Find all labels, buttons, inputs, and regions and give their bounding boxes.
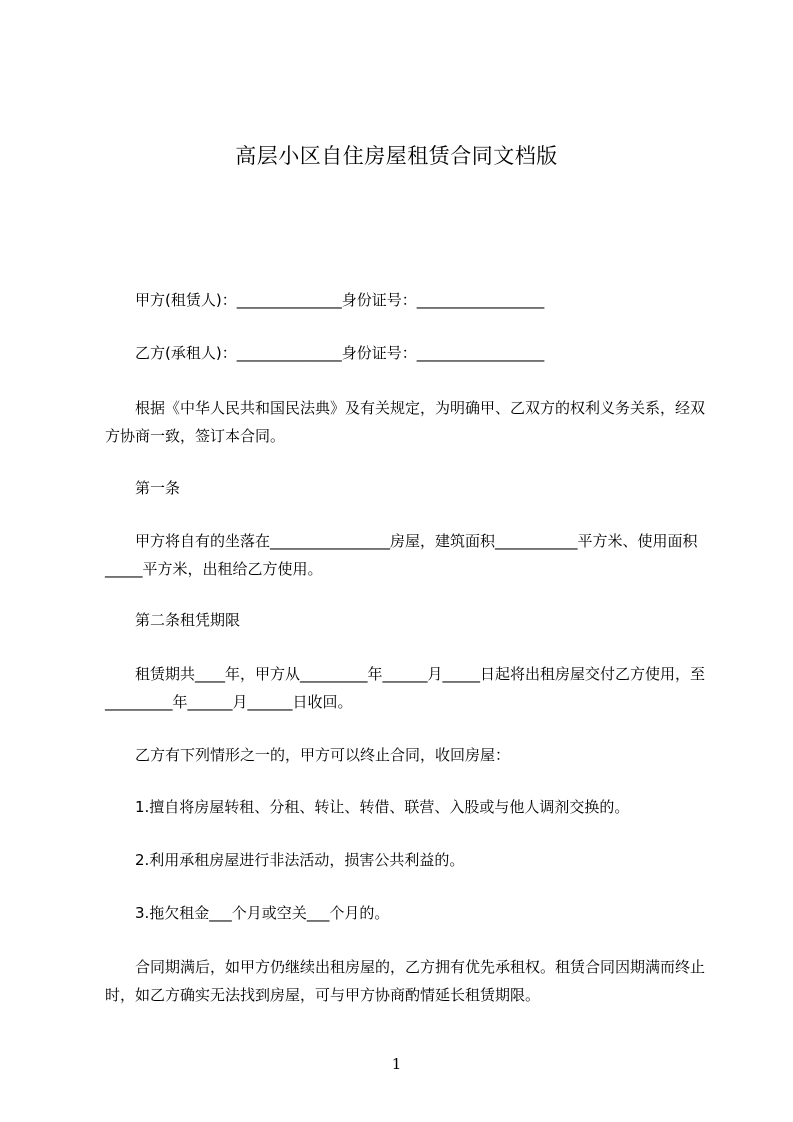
page-number: 1 bbox=[391, 1055, 402, 1073]
article-1-heading: 第一条 bbox=[105, 479, 181, 497]
termination-item-1: 1.擅自将房屋转租、分租、转让、转借、联营、入股或与他人调剂交换的。 bbox=[105, 798, 630, 816]
party-a-line: 甲方(租赁人)：______________身份证号：_________________ bbox=[105, 291, 545, 309]
article-2-body: 租赁期共____年，甲方从_________年______月_____日起将出租房屋交付乙方使用，至_________年______月______日收回。 bbox=[105, 665, 706, 711]
document-title: 高层小区自住房屋租赁合同文档版 bbox=[235, 144, 558, 168]
renewal-paragraph: 合同期满后，如甲方仍继续出租房屋的，乙方拥有优先承租权。租赁合同因期满而终止时，如乙方确实无法找到房屋，可与甲方协商酌情延长租赁期限。 bbox=[105, 958, 706, 1004]
article-2-heading: 第二条租凭期限 bbox=[105, 611, 241, 629]
termination-intro: 乙方有下列情形之一的，甲方可以终止合同，收回房屋： bbox=[105, 746, 511, 764]
intro-paragraph: 根据《中华人民共和国民法典》及有关规定，为明确甲、乙双方的权利义务关系，经双方协商一致，签订本合同。 bbox=[105, 399, 706, 445]
termination-item-2: 2.利用承租房屋进行非法活动，损害公共利益的。 bbox=[105, 851, 465, 869]
article-1-body: 甲方将自有的坐落在________________房屋，建筑面积___________平方米、使用面积_____平方米，出租给乙方使用。 bbox=[105, 532, 698, 578]
party-b-line: 乙方(承租人)：______________身份证号：_________________ bbox=[105, 344, 545, 362]
termination-item-3: 3.拖欠租金___个月或空关___个月的。 bbox=[105, 904, 390, 922]
